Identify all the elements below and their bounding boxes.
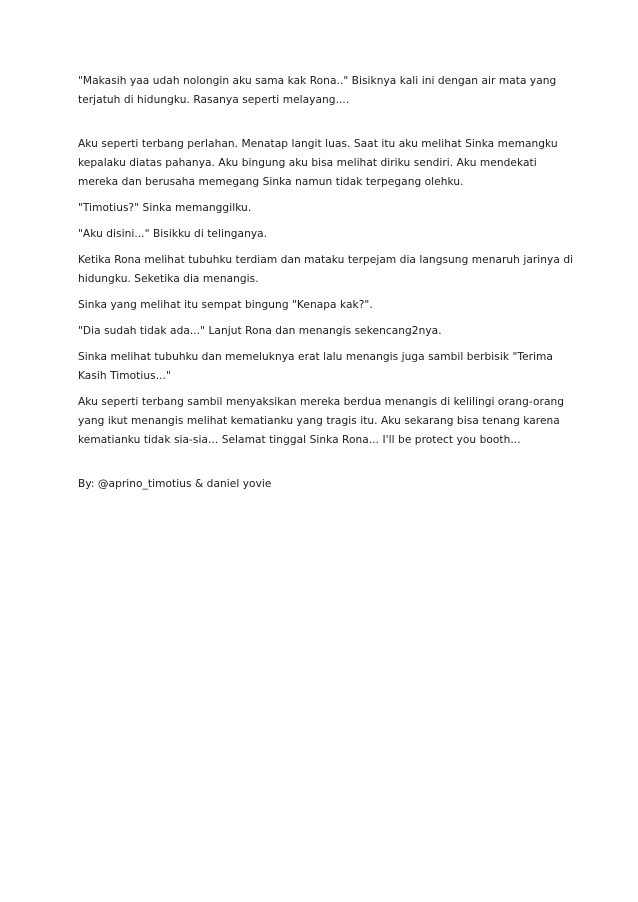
paragraph-4: "Aku disini..." Bisikku di telinganya. [78, 228, 268, 240]
paragraph-9: Aku seperti terbang sambil menyaksikan mereka berdua menangis di kelilingi orang-orang yang ikut menangis melihat kematianku yang tragis itu. Aku sekarang bisa tenang karena kematianku tidak sia-sia... Selamat tinggal Sinka Rona... I'll be protect you booth... [78, 396, 565, 446]
paragraph-2: Aku seperti terbang perlahan. Menatap langit luas. Saat itu aku melihat Sinka memangku kepalaku diatas pahanya. Aku bingung aku bisa melihat diriku sendiri. Aku mendekati mereka dan berusaha memegang Sinka namun tidak terpegang olehku. [78, 138, 558, 188]
paragraph-3: "Timotius?" Sinka memanggilku. [78, 202, 252, 214]
paragraph-7: "Dia sudah tidak ada..." Lanjut Rona dan menangis sekencang2nya. [78, 325, 442, 337]
paragraph-1: "Makasih yaa udah nolongin aku sama kak Rona.." Bisiknya kali ini dengan air mata yang terjatuh di hidungku. Rasanya seperti melayang.... [78, 75, 557, 106]
document-body [78, 72, 578, 501]
paragraph-8: Sinka melihat tubuhku dan memeluknya erat lalu menangis juga sambil berbisik "Terima Kasih Timotius..." [78, 351, 553, 382]
paragraph-5: Ketika Rona melihat tubuhku terdiam dan mataku terpejam dia langsung menaruh jarinya di hidungku. Seketika dia menangis. [78, 254, 574, 285]
author-credit: By: @aprino_timotius & daniel yovie [78, 478, 272, 490]
paragraph-6: Sinka yang melihat itu sempat bingung "Kenapa kak?". [78, 299, 373, 311]
